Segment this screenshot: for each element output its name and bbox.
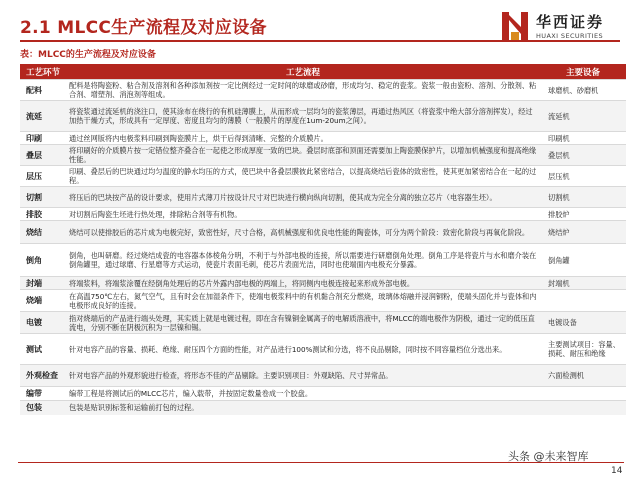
- equipment-cell: 排胶炉: [540, 208, 626, 221]
- step-cell: 切割: [20, 187, 66, 208]
- table-caption: 表：MLCC的生产流程及对应设备: [20, 50, 156, 60]
- table-row: [20, 277, 626, 290]
- column-header-process: 工艺流程: [66, 64, 540, 80]
- huaxi-logo-icon: [500, 10, 530, 44]
- step-cell: 电镀: [20, 312, 66, 334]
- process-cell: 通过丝网版将内电极浆料印刷到陶瓷膜片上，烘干后得到清晰、完整的介质膜片。: [66, 132, 540, 145]
- step-cell: 外观检查: [20, 365, 66, 387]
- step-cell: 烧结: [20, 221, 66, 244]
- table-row: [20, 401, 626, 415]
- page-number: 14: [611, 466, 623, 476]
- equipment-cell: 流延机: [540, 101, 626, 132]
- step-cell: 排胶: [20, 208, 66, 221]
- step-cell: 编带: [20, 387, 66, 401]
- process-cell: 在高温750℃左右，氮气空气，且有时会在加湿条件下，使端电极浆料中的有机黏合剂充分燃烧，玻璃体熔融并浸润铜粉，使端头固化并与瓷体和内电极形成良好的连接。: [66, 290, 540, 312]
- title-divider: [20, 40, 620, 42]
- table-row: [20, 312, 626, 334]
- logo-english-name: HUAXI SECURITIES: [536, 32, 604, 40]
- process-cell: 印刷、叠层后的巴块通过均匀温度的静水均压的方式，使巴块中各叠层膜彼此紧密结合，以提高烧结后瓷体的致密性，使其更加紧密结合在一起的过程。: [66, 166, 540, 187]
- equipment-cell: [540, 387, 626, 401]
- process-cell: 配料是将陶瓷粉、粘合剂及溶剂和各种添加剂按一定比例经过一定时间的球磨或砂磨，形成均匀、稳定的瓷浆。瓷浆一般由瓷粉、溶剂、分散剂、粘合剂、增塑剂、消泡剂等组成。: [66, 80, 540, 101]
- equipment-cell: 封端机: [540, 277, 626, 290]
- equipment-cell: 主要测试项目：容量、损耗、耐压和绝缘: [540, 334, 626, 365]
- process-cell: 包装是贴识别标签和运输前打包的过程。: [66, 401, 540, 415]
- table-row: [20, 145, 626, 166]
- step-cell: 封端: [20, 277, 66, 290]
- column-header-step: 工艺环节: [20, 64, 66, 80]
- table-row: [20, 387, 626, 401]
- table-row: [20, 221, 626, 244]
- step-cell: 烧端: [20, 290, 66, 312]
- process-cell: 指对烧端后的产品进行端头处理，其实质上就是电镀过程，即在含有镍铜金属离子的电解质溶液中，将MLCC的端电极作为阴极，通过一定的低压直流电，分别不断在阴极沉积为一层镍和锡。: [66, 312, 540, 334]
- step-cell: 倒角: [20, 244, 66, 277]
- table-row: [20, 80, 626, 101]
- equipment-cell: 球磨机、砂磨机: [540, 80, 626, 101]
- table-row: [20, 290, 626, 312]
- column-header-equipment: 主要设备: [540, 64, 626, 80]
- process-cell: 编带工程是将测试后的MLCC芯片，编入载带，并按固定数量卷成一个胶盘。: [66, 387, 540, 401]
- step-cell: 叠层: [20, 145, 66, 166]
- step-cell: 层压: [20, 166, 66, 187]
- equipment-cell: 叠层机: [540, 145, 626, 166]
- table-row: [20, 187, 626, 208]
- table-row: [20, 244, 626, 277]
- equipment-cell: 层压机: [540, 166, 626, 187]
- process-cell: 倒角，也叫研磨。经过烧结成瓷的电容器本体棱角分明，不利于与外部电极的连接，所以需要进行研磨倒角处理。倒角工序是将瓷片与水和磨介装在倒角罐里，通过球磨、行星磨等方式运动，使瓷片表面毛刺，使芯片表面光洁，同时也使端面内电极充分暴露。: [66, 244, 540, 277]
- step-cell: 测试: [20, 334, 66, 365]
- process-cell: 烧结可以使排胶后的芯片成为电极完好，致密性好，尺寸合格，高机械强度和优良电性能的陶瓷体，可分为两个阶段：致密化阶段与再氧化阶段。: [66, 221, 540, 244]
- table-row: [20, 166, 626, 187]
- table-row: [20, 365, 626, 387]
- equipment-cell: 六面检测机: [540, 365, 626, 387]
- table-row: [20, 334, 626, 365]
- table-row: [20, 132, 626, 145]
- page-title: 2.1 MLCC生产流程及对应设备: [20, 18, 267, 38]
- process-cell: 针对电容产品的容量、损耗、绝缘、耐压四个方面的性能，对产品进行100%测试和分选，将不良品剔除，同时按不同容量档位分选出来。: [66, 334, 540, 365]
- process-cell: 对切割后陶瓷生坯进行热处理，排除粘合剂等有机物。: [66, 208, 540, 221]
- equipment-cell: 电镀设备: [540, 312, 626, 334]
- process-cell: 将印刷好的介质膜片按一定错位整齐叠合在一起使之形成厚度一致的巴块。叠层时底部和顶面还需要加上陶瓷膜保护片，以增加机械强度和提高绝缘性能。: [66, 145, 540, 166]
- process-cell: 将瓷浆通过流延机的浇注口，使其涂布在绕行的有机硅薄膜上，从而形成一层均匀的瓷浆薄层，再通过热风区（将瓷浆中绝大部分溶剂挥发），经过加热干燥方式，形成具有一定厚度、密度且均匀的薄膜（一般膜片的厚度在1um-20um之间）。: [66, 101, 540, 132]
- process-cell: 针对电容产品的外观形貌进行检查，将形态不佳的产品剔除。主要识别项目：外观缺陷、尺寸异常品。: [66, 365, 540, 387]
- equipment-cell: [540, 290, 626, 312]
- table-row: [20, 208, 626, 221]
- equipment-cell: 切割机: [540, 187, 626, 208]
- process-cell: 将压后的巴块按产品的设计要求，使用片式薄刀片按设计尺寸对巴块进行横向纵向切割，使其成为完全分离的独立芯片（电容器生坯）。: [66, 187, 540, 208]
- equipment-cell: [540, 401, 626, 415]
- company-logo: [500, 10, 625, 44]
- watermark: 头条 @未来智库: [508, 450, 589, 463]
- step-cell: 印刷: [20, 132, 66, 145]
- table-header-row: [20, 64, 626, 80]
- step-cell: 流延: [20, 101, 66, 132]
- equipment-cell: 烧结炉: [540, 221, 626, 244]
- step-cell: 配料: [20, 80, 66, 101]
- process-equipment-table: [20, 64, 626, 415]
- equipment-cell: 倒角罐: [540, 244, 626, 277]
- process-cell: 将端浆料，将端浆涂覆在经倒角处理后的芯片外露内部电极的两端上，将同侧内电极连接起来形成外部电极。: [66, 277, 540, 290]
- equipment-cell: 印刷机: [540, 132, 626, 145]
- step-cell: 包装: [20, 401, 66, 415]
- logo-chinese-name: 华西证券: [536, 13, 605, 31]
- table-row: [20, 101, 626, 132]
